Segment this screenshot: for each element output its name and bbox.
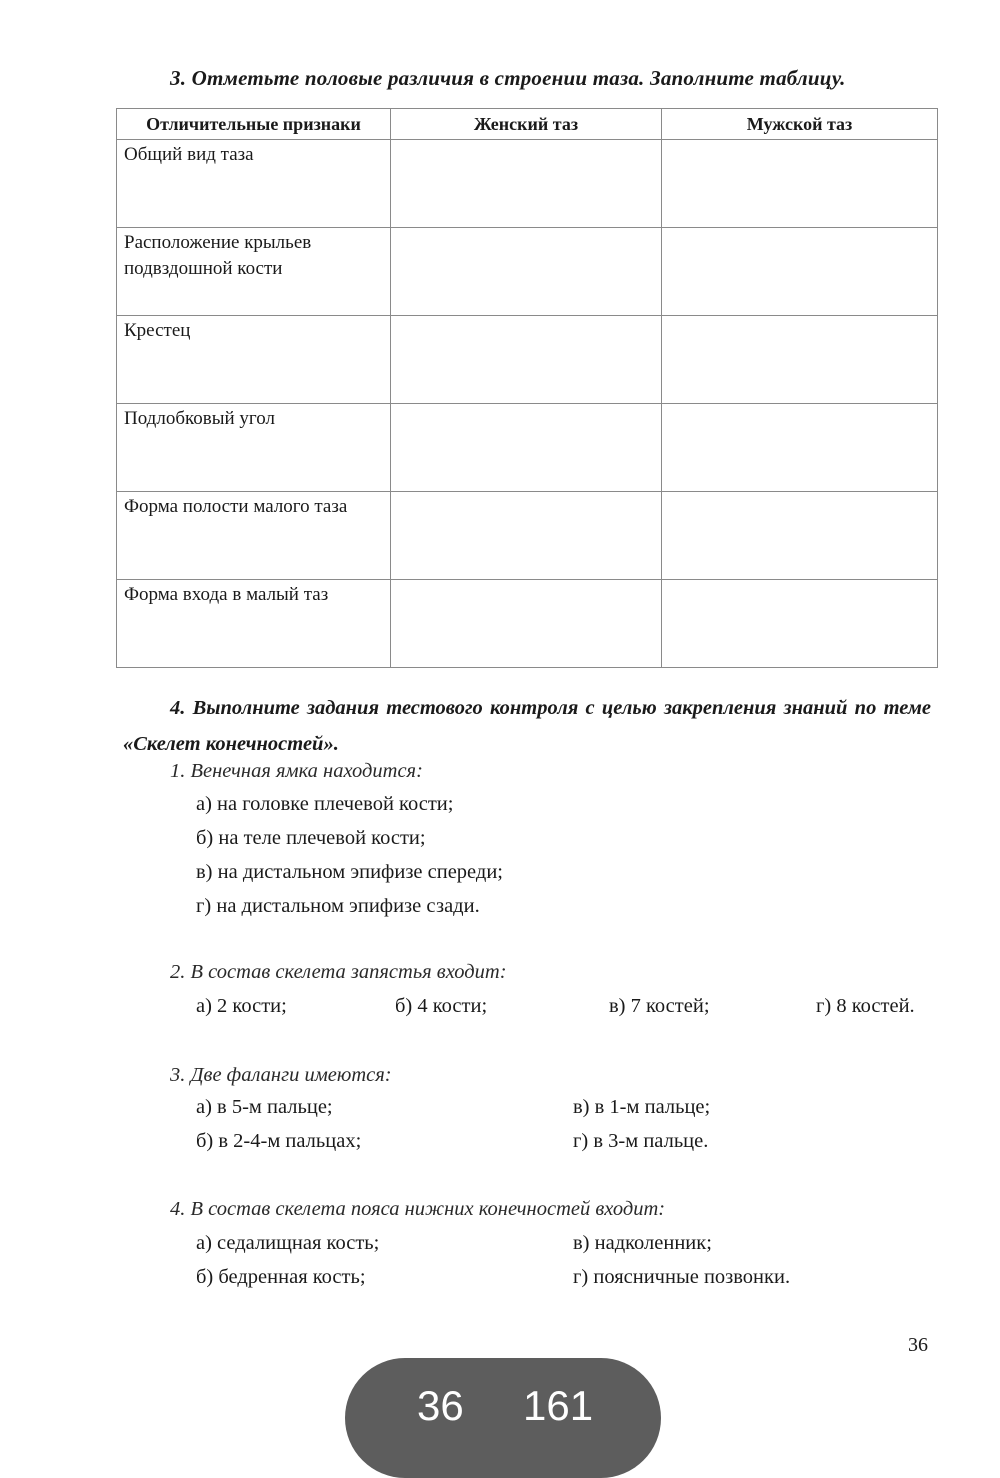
male-answer-cell[interactable] (662, 492, 938, 580)
table-row (117, 316, 938, 404)
q1-option-c[interactable]: в) на дистальном эпифизе спереди; (196, 861, 503, 883)
table-row (117, 228, 938, 316)
q1-option-b[interactable]: б) на теле плечевой кости; (196, 827, 426, 849)
q3-option-b[interactable]: б) в 2-4-м пальцах; (196, 1130, 362, 1152)
q2-option-a[interactable]: а) 2 кости; (196, 995, 287, 1017)
question-4: 4. В состав скелета пояса нижних конечностей входит: (170, 1198, 666, 1220)
feature-cell: Общий вид таза (117, 140, 391, 228)
q2-option-b[interactable]: б) 4 кости; (395, 995, 488, 1017)
female-answer-cell[interactable] (391, 492, 662, 580)
q3-option-a[interactable]: а) в 5-м пальце; (196, 1096, 333, 1118)
page-number: 36 (908, 1334, 928, 1356)
question-1: 1. Венечная ямка находится: (170, 760, 423, 782)
table-row (117, 404, 938, 492)
question-2: 2. В состав скелета запястья входит: (170, 961, 507, 983)
question-3: 3. Две фаланги имеются: (170, 1064, 392, 1086)
feature-cell: Форма полости малого таза (117, 492, 391, 580)
q1-option-a[interactable]: а) на головке плечевой кости; (196, 793, 454, 815)
female-answer-cell[interactable] (391, 580, 662, 668)
feature-cell: Расположение крыльев подвздошной кости (117, 228, 391, 316)
task4-title: 4. Выполните задания тестового контроля с целью закрепления знаний по теме «Скелет конечностей». (123, 697, 931, 755)
female-answer-cell[interactable] (391, 316, 662, 404)
feature-cell: Крестец (117, 316, 391, 404)
q4-option-d[interactable]: г) поясничные позвонки. (573, 1266, 791, 1288)
female-answer-cell[interactable] (391, 228, 662, 316)
male-answer-cell[interactable] (662, 228, 938, 316)
pelvis-differences-table (116, 108, 938, 668)
male-answer-cell[interactable] (662, 140, 938, 228)
current-page-number: 36 (417, 1382, 464, 1429)
task3-title: 3. Отметьте половые различия в строении таза. Заполните таблицу. (170, 66, 846, 90)
male-answer-cell[interactable] (662, 404, 938, 492)
q2-option-d[interactable]: г) 8 костей. (816, 995, 915, 1017)
header-female-pelvis: Женский таз (391, 109, 662, 140)
header-features: Отличительные признаки (117, 109, 391, 140)
q1-option-d[interactable]: г) на дистальном эпифизе сзади. (196, 895, 480, 917)
q4-option-a[interactable]: а) седалищная кость; (196, 1232, 380, 1254)
q4-option-c[interactable]: в) надколенник; (573, 1232, 712, 1254)
q3-option-d[interactable]: г) в 3-м пальце. (573, 1130, 709, 1152)
female-answer-cell[interactable] (391, 404, 662, 492)
feature-cell: Подлобковый угол (117, 404, 391, 492)
female-answer-cell[interactable] (391, 140, 662, 228)
q2-option-c[interactable]: в) 7 костей; (609, 995, 710, 1017)
table-header-row (117, 109, 938, 140)
header-male-pelvis: Мужской таз (662, 109, 938, 140)
q3-option-c[interactable]: в) в 1-м пальце; (573, 1096, 711, 1118)
male-answer-cell[interactable] (662, 580, 938, 668)
table-row (117, 140, 938, 228)
feature-cell: Форма входа в малый таз (117, 580, 391, 668)
total-pages-number: 161 (523, 1382, 594, 1429)
page-indicator-pill[interactable] (345, 1358, 661, 1478)
male-answer-cell[interactable] (662, 316, 938, 404)
table-row (117, 580, 938, 668)
q4-option-b[interactable]: б) бедренная кость; (196, 1266, 366, 1288)
table-row (117, 492, 938, 580)
